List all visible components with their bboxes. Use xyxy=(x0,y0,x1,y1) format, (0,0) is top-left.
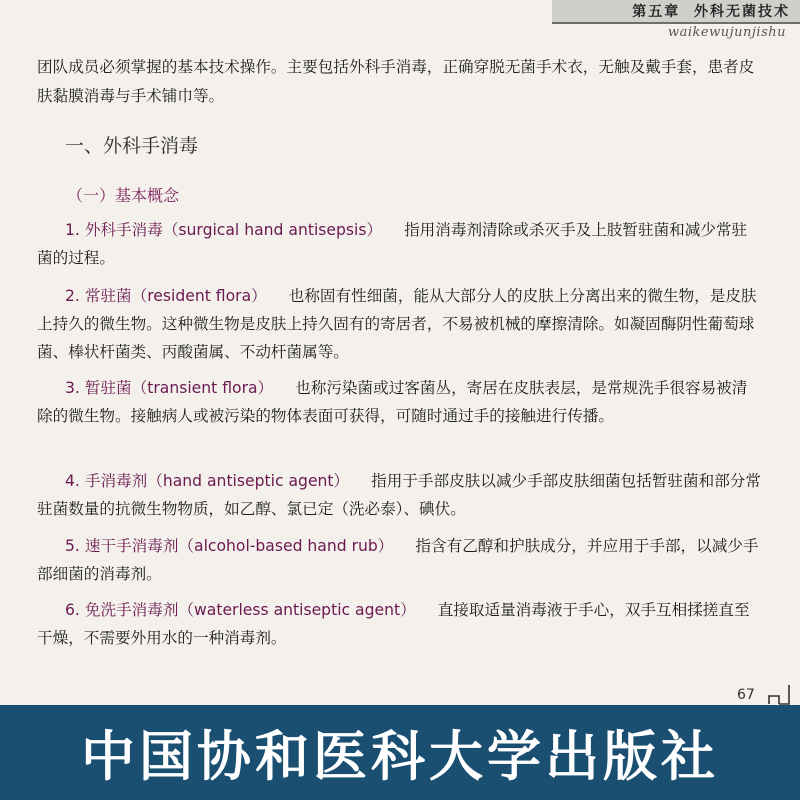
definition-text: 指用于手部皮肤以减少手部皮肤细菌包括暂驻菌和部分常驻菌数量的抗微生物物质，如乙醇、氯已定（洗必泰）、碘伏。 xyxy=(37,472,761,518)
definition-item xyxy=(37,532,762,588)
definition-text: 指用消毒剂清除或杀灭手及上肢暂驻菌和减少常驻菌的过程。 xyxy=(37,221,748,267)
definition-item xyxy=(37,216,762,272)
definition-item xyxy=(37,596,762,652)
definition-term: 手消毒剂（hand antiseptic agent） xyxy=(84,472,350,490)
definition-term: 暂驻菌（transient flora） xyxy=(84,379,274,397)
definition-item xyxy=(37,374,762,430)
definition-text: 也称固有性细菌，能从大部分人的皮肤上分离出来的微生物，是皮肤上持久的微生物。这种微生物是皮肤上持久固有的寄居者，不易被机械的摩擦清除。如凝固酶阴性葡萄球菌、棒状杆菌类、丙酸菌属、不动杆菌属等。 xyxy=(37,287,757,361)
definition-term: 免洗手消毒剂（waterless antiseptic agent） xyxy=(84,601,416,619)
definition-number: 2. xyxy=(65,287,80,305)
definition-number: 1. xyxy=(65,221,80,239)
chapter-pinyin: waikewujunjishu xyxy=(668,25,786,40)
definition-term: 常驻菌（resident flora） xyxy=(84,287,267,305)
publisher-banner xyxy=(0,705,800,800)
subsection-title: （一）基本概念 xyxy=(67,186,180,205)
publisher-name: 中国协和医科大学出版社 xyxy=(81,725,719,788)
definition-item xyxy=(37,282,762,366)
definition-number: 3. xyxy=(65,379,80,397)
definition-number: 6. xyxy=(65,601,80,619)
definition-number: 4. xyxy=(65,472,80,490)
definition-text: 指含有乙醇和护肤成分，并应用于手部，以减少手部细菌的消毒剂。 xyxy=(37,537,759,583)
definition-term: 速干手消毒剂（alcohol-based hand rub） xyxy=(84,537,394,555)
page-number: 67 xyxy=(737,687,755,703)
definition-term: 外科手消毒（surgical hand antisepsis） xyxy=(84,221,383,239)
definition-text: 也称污染菌或过客菌丛，寄居在皮肤表层，是常规洗手很容易被清除的微生物。接触病人或被污染的物体表面可获得，可随时通过手的接触进行传播。 xyxy=(37,379,748,425)
definition-number: 5. xyxy=(65,537,80,555)
corner-ornament-icon xyxy=(767,683,791,705)
section-title: 一、外科手消毒 xyxy=(65,135,199,157)
intro-paragraph: 团队成员必须掌握的基本技术操作。主要包括外科手消毒，正确穿脱无菌手术衣，无触及戴手套，患者皮肤黏膜消毒与手术铺巾等。 xyxy=(37,58,755,105)
chapter-header-bar xyxy=(552,0,800,24)
chapter-title: 第五章 外科无菌技术 xyxy=(632,4,790,20)
definition-item xyxy=(37,467,762,523)
definition-text: 直接取适量消毒液于手心，双手互相揉搓直至干燥，不需要外用水的一种消毒剂。 xyxy=(37,601,750,647)
